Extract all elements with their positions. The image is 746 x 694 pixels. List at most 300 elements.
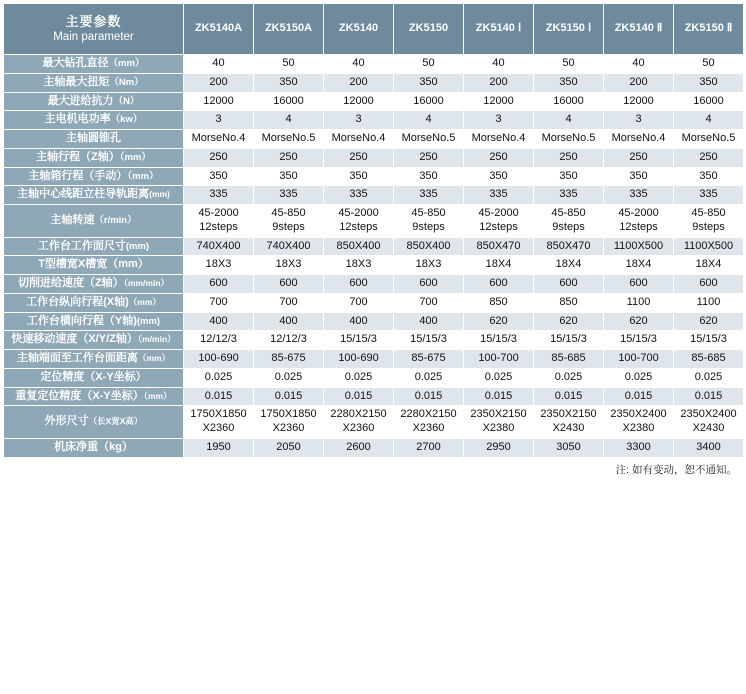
table-cell-line: X2430 [692, 422, 725, 434]
table-cell [394, 148, 464, 167]
row-label-unit: （N） [113, 95, 140, 107]
table-cell-value: 85-685 [551, 352, 586, 364]
table-cell-value: 250 [629, 150, 648, 163]
row-label-unit: （Nm） [109, 76, 144, 88]
table-cell-value: 16000 [553, 94, 584, 107]
table-cell [184, 331, 254, 350]
table-cell-value: 15/15/3 [480, 333, 517, 346]
table-cell-value: 335 [489, 188, 508, 201]
table-cell [604, 111, 674, 130]
table-cell-value: 3050 [556, 440, 581, 453]
table-cell-value: 2050 [276, 440, 301, 453]
table-cell-value: 1100X500 [683, 239, 734, 252]
table-cell [254, 167, 324, 186]
row-label-text: 工作台横向行程（Y轴) [26, 314, 137, 327]
table-cell [254, 73, 324, 92]
table-cell [394, 237, 464, 256]
table-cell-value: 740X400 [196, 239, 241, 252]
table-cell [324, 331, 394, 350]
table-cell [674, 275, 744, 294]
row-label-text: 最大进给抗力 [47, 94, 114, 107]
table-cell [254, 92, 324, 111]
model-header-6: ZK5150 Ⅰ [534, 4, 604, 55]
table-cell [534, 438, 604, 457]
table-cell [464, 237, 534, 256]
table-cell [184, 350, 254, 369]
table-cell [184, 275, 254, 294]
table-cell-value: 1950 [206, 440, 231, 453]
table-cell-value: 740X400 [266, 239, 311, 252]
table-cell-value: 700 [209, 295, 228, 308]
table-cell-value: 18X3 [345, 258, 372, 271]
row-label-unit: （mm） [137, 353, 171, 363]
row-label-text: T型槽宽X槽宽（mm） [38, 258, 149, 271]
row-label [4, 438, 184, 457]
row-label-unit: （mm/min） [123, 278, 170, 288]
table-cell [184, 438, 254, 457]
table-cell [464, 406, 534, 439]
table-cell-value: 400 [419, 314, 438, 327]
table-cell-value: MorseNo.5 [541, 132, 596, 144]
table-cell [674, 312, 744, 331]
table-cell-line: 12steps [479, 220, 518, 233]
table-cell-line: 2350X2150 [540, 408, 597, 421]
table-cell [254, 130, 324, 149]
table-cell [254, 293, 324, 312]
table-cell-line: 9steps [692, 220, 725, 233]
table-cell-value: 18X4 [485, 258, 512, 271]
model-header-2: ZK5150A [254, 4, 324, 55]
table-cell [324, 312, 394, 331]
table-cell-value: 3400 [696, 440, 721, 453]
table-cell [464, 205, 534, 238]
table-cell [184, 73, 254, 92]
table-cell [324, 368, 394, 387]
row-label [4, 387, 184, 406]
table-cell-value: 350 [419, 169, 438, 182]
table-cell [534, 368, 604, 387]
table-cell [464, 275, 534, 294]
row-label-text: 工作台工作面尺寸 [37, 239, 126, 252]
table-cell [464, 55, 534, 74]
table-cell-value: 16000 [413, 94, 444, 107]
table-cell-value: 16000 [273, 94, 304, 107]
table-cell [184, 256, 254, 275]
table-cell-value: 3 [355, 113, 362, 126]
table-cell-line: 45-2000 [478, 207, 519, 219]
table-cell [604, 387, 674, 406]
table-cell [464, 130, 534, 149]
table-cell-value: 350 [699, 169, 718, 182]
row-label [4, 350, 184, 369]
table-cell-value: 620 [699, 314, 718, 327]
row-label-text: 快速移动速度（X/Y/Z轴） [11, 333, 138, 346]
table-cell-value: 0.015 [694, 389, 723, 402]
table-cell-value: 12000 [623, 94, 654, 107]
table-cell [254, 256, 324, 275]
table-cell-value: 2950 [486, 440, 511, 453]
table-cell [604, 331, 674, 350]
table-cell [674, 111, 744, 130]
table-cell-value: 0.025 [344, 370, 373, 383]
table-cell [464, 167, 534, 186]
table-cell-value: 600 [279, 277, 298, 289]
table-cell [674, 331, 744, 350]
table-row [4, 148, 744, 167]
table-cell-value: 4 [565, 113, 572, 126]
table-cell-value: 350 [279, 169, 298, 182]
table-cell-value: 15/15/3 [620, 333, 657, 346]
table-cell [534, 312, 604, 331]
table-cell [394, 55, 464, 74]
table-cell-line: 2280X2150 [330, 408, 387, 421]
table-cell-value: MorseNo.4 [191, 132, 246, 144]
row-label-unit: （mm） [128, 296, 161, 307]
table-cell-value: 250 [489, 150, 508, 163]
table-cell [674, 256, 744, 275]
table-cell-value: MorseNo.5 [681, 132, 736, 144]
table-row [4, 186, 744, 205]
table-cell-line: 45-850 [691, 207, 726, 219]
table-cell [534, 237, 604, 256]
table-cell-value: 600 [209, 277, 228, 289]
row-label [4, 92, 184, 111]
table-cell [604, 406, 674, 439]
table-cell-value: 3 [495, 113, 502, 126]
table-cell [184, 130, 254, 149]
table-cell-value: 335 [419, 188, 438, 201]
table-cell [604, 256, 674, 275]
table-cell-value: 250 [349, 150, 368, 163]
table-cell [604, 92, 674, 111]
table-cell-value: 350 [489, 169, 508, 182]
table-cell [254, 111, 324, 130]
table-cell-value: 350 [559, 169, 578, 182]
table-cell-value: 100-700 [478, 352, 519, 364]
table-cell-value: 18X3 [415, 258, 442, 271]
table-cell-value: 12/12/3 [200, 333, 237, 346]
table-cell [254, 275, 324, 294]
table-cell [324, 92, 394, 111]
table-cell [184, 293, 254, 312]
table-cell-value: 50 [562, 57, 575, 69]
table-cell-value: 50 [422, 57, 435, 69]
table-cell [394, 438, 464, 457]
table-cell-value: 200 [489, 75, 508, 88]
table-cell-line: X2380 [622, 422, 655, 434]
row-label-unit: (mm) [136, 315, 161, 327]
table-row [4, 293, 744, 312]
table-cell [324, 350, 394, 369]
table-cell-value: 400 [279, 314, 298, 327]
table-cell-value: 15/15/3 [550, 333, 587, 346]
row-label-text: 主轴行程（Z轴） [36, 150, 120, 163]
table-cell [674, 237, 744, 256]
table-cell-value: 350 [209, 169, 228, 182]
table-cell [184, 111, 254, 130]
table-cell-line: 9steps [412, 220, 445, 233]
model-header-1: ZK5140A [184, 4, 254, 55]
row-label-text: 定位精度（X-Y坐标） [40, 370, 147, 383]
row-label-unit: （mm） [143, 390, 172, 401]
table-cell-value: 1100 [626, 295, 651, 308]
table-cell-value: 3 [635, 113, 642, 126]
table-cell-value: 850X470 [546, 239, 591, 252]
table-cell-value: 85-675 [271, 352, 306, 364]
table-cell-value: 850 [489, 295, 508, 308]
table-cell-value: 400 [349, 314, 368, 327]
table-cell-value: 0.025 [484, 370, 513, 383]
table-cell [394, 368, 464, 387]
table-cell-value: 1100X500 [613, 239, 664, 252]
row-label-unit: （长X宽X高） [88, 416, 143, 427]
table-cell-value: 400 [209, 314, 228, 327]
row-label-unit: (mm) [125, 240, 150, 252]
table-row [4, 331, 744, 350]
table-cell [184, 368, 254, 387]
table-cell-value: 0.015 [274, 389, 303, 402]
row-label-text: 主轴圆锥孔 [66, 132, 121, 144]
table-cell-line: X2430 [552, 422, 585, 434]
table-cell-line: 1750X1850 [260, 408, 317, 421]
table-cell-value: 0.015 [484, 389, 513, 402]
table-cell [464, 148, 534, 167]
table-cell-value: 250 [279, 150, 298, 163]
row-label [4, 130, 184, 149]
table-cell [534, 331, 604, 350]
table-cell [604, 148, 674, 167]
table-row [4, 350, 744, 369]
table-cell [674, 130, 744, 149]
table-cell [184, 237, 254, 256]
table-row [4, 205, 744, 238]
table-cell-value: 350 [559, 75, 578, 88]
table-cell-value: 600 [349, 277, 368, 289]
main-parameter-header-en: Main parameter [53, 30, 134, 43]
table-cell [674, 55, 744, 74]
row-label [4, 312, 184, 331]
table-cell-value: 40 [212, 57, 225, 69]
row-label [4, 293, 184, 312]
table-cell-value: 50 [702, 57, 715, 69]
table-cell-value: 12000 [343, 94, 374, 107]
row-label-unit: (mm) [149, 189, 170, 200]
row-label [4, 256, 184, 275]
table-cell [464, 92, 534, 111]
table-cell [324, 111, 394, 130]
table-cell-value: 700 [349, 295, 368, 308]
table-cell-line: X2360 [412, 422, 445, 434]
table-cell-value: 620 [489, 314, 508, 327]
table-cell [324, 130, 394, 149]
table-row [4, 167, 744, 186]
table-cell-line: X2360 [202, 422, 235, 434]
table-cell-value: 200 [209, 75, 228, 88]
table-row [4, 237, 744, 256]
table-cell-value: 200 [629, 75, 648, 88]
table-cell-value: 0.015 [344, 389, 373, 402]
table-cell-value: 16000 [693, 94, 724, 107]
table-cell [324, 167, 394, 186]
row-label-text: 主轴端面至工作台面距离 [16, 352, 138, 364]
table-cell-line: 45-850 [551, 207, 586, 219]
table-cell [254, 186, 324, 205]
table-cell-line: 12steps [199, 220, 238, 233]
table-row [4, 438, 744, 457]
table-cell [604, 293, 674, 312]
table-cell-value: 0.025 [204, 370, 233, 383]
table-cell-value: 600 [489, 277, 508, 289]
table-cell [184, 312, 254, 331]
table-cell-value: 0.015 [554, 389, 583, 402]
table-cell-line: X2360 [272, 422, 305, 434]
table-cell-value: 0.015 [624, 389, 653, 402]
table-cell [394, 111, 464, 130]
table-cell-value: 4 [705, 113, 712, 126]
table-cell [604, 130, 674, 149]
table-cell [254, 331, 324, 350]
table-cell-value: 250 [419, 150, 438, 163]
table-cell [254, 237, 324, 256]
table-cell [534, 148, 604, 167]
row-label [4, 275, 184, 294]
table-cell-value: 2700 [416, 440, 441, 453]
table-cell [604, 438, 674, 457]
table-cell [324, 237, 394, 256]
table-cell [534, 92, 604, 111]
table-cell [674, 186, 744, 205]
table-cell [464, 312, 534, 331]
row-label [4, 73, 184, 92]
row-label [4, 331, 184, 350]
table-cell-value: 12000 [203, 94, 234, 107]
table-row [4, 55, 744, 74]
row-label-unit: （mm） [108, 58, 145, 69]
row-label-unit: （m/min） [137, 334, 176, 345]
table-cell [674, 73, 744, 92]
row-label [4, 368, 184, 387]
table-cell-value: 12000 [483, 94, 514, 107]
specification-table [3, 3, 744, 458]
table-cell [324, 73, 394, 92]
table-cell [674, 368, 744, 387]
table-cell-value: 250 [699, 150, 718, 163]
row-label-unit: （kw） [110, 114, 143, 126]
table-cell [394, 186, 464, 205]
table-cell [254, 387, 324, 406]
table-cell [254, 350, 324, 369]
table-cell-value: 335 [559, 188, 578, 201]
table-cell [464, 331, 534, 350]
table-cell [394, 406, 464, 439]
main-parameter-header-cn: 主要参数 [65, 13, 122, 29]
table-cell-value: 1100 [696, 295, 721, 308]
table-cell-line: 9steps [552, 220, 585, 233]
table-cell-value: 2600 [346, 440, 371, 453]
table-cell-value: 40 [352, 57, 365, 69]
table-cell [534, 55, 604, 74]
table-cell [394, 167, 464, 186]
table-cell [604, 205, 674, 238]
table-cell [534, 111, 604, 130]
table-cell [184, 205, 254, 238]
table-row [4, 275, 744, 294]
table-cell [394, 387, 464, 406]
table-cell-value: 600 [699, 277, 718, 289]
row-label-text: 最大钻孔直径 [42, 57, 109, 69]
table-row [4, 73, 744, 92]
row-label [4, 237, 184, 256]
table-cell-line: 45-850 [411, 207, 446, 219]
table-cell-line: 2350X2150 [470, 408, 527, 421]
table-cell-value: 250 [209, 150, 228, 163]
table-cell [674, 205, 744, 238]
table-cell [254, 148, 324, 167]
table-cell [534, 256, 604, 275]
row-label-text: 重复定位精度（X-Y坐标） [15, 389, 144, 402]
table-cell [464, 73, 534, 92]
table-cell-value: 15/15/3 [690, 333, 727, 346]
table-cell-value: MorseNo.4 [331, 132, 386, 144]
row-label-text: 切削进给速度（Z轴） [17, 277, 124, 289]
table-cell-line: 9steps [272, 220, 305, 233]
table-cell-value: 620 [559, 314, 578, 327]
table-cell-value: 18X3 [275, 258, 302, 271]
model-header-4: ZK5150 [394, 4, 464, 55]
table-cell [674, 92, 744, 111]
row-label [4, 167, 184, 186]
table-cell [674, 387, 744, 406]
table-cell-value: 40 [632, 57, 645, 69]
model-header-8: ZK5150 Ⅱ [674, 4, 744, 55]
row-label-text: 主轴箱行程（手动） [28, 169, 128, 182]
table-cell [464, 293, 534, 312]
table-cell [254, 368, 324, 387]
table-cell-value: 100-690 [198, 352, 239, 364]
footer-note: 注: 如有变动，恕不通知。 [615, 463, 737, 476]
table-cell [324, 275, 394, 294]
table-cell-value: 335 [699, 188, 718, 201]
table-cell [534, 186, 604, 205]
table-cell [464, 350, 534, 369]
table-cell-value: 85-685 [691, 352, 726, 364]
table-cell [254, 312, 324, 331]
table-cell [394, 275, 464, 294]
model-header-5: ZK5140 Ⅰ [464, 4, 534, 55]
table-cell [324, 205, 394, 238]
table-cell-line: 45-2000 [618, 207, 659, 219]
table-cell-value: 850X470 [476, 239, 521, 252]
row-label-text: 主轴中心线距立柱导轨距离 [17, 188, 150, 201]
row-label-text: 主轴最大扭矩 [43, 75, 110, 88]
table-cell-value: 600 [419, 277, 438, 289]
model-header-3: ZK5140 [324, 4, 394, 55]
table-cell [534, 387, 604, 406]
table-cell-value: 335 [349, 188, 368, 201]
table-cell [394, 293, 464, 312]
table-cell [394, 92, 464, 111]
table-cell-value: 18X3 [205, 258, 232, 271]
table-row [4, 111, 744, 130]
table-cell-value: 4 [425, 113, 432, 126]
row-label-text: 主电机电功率 [44, 113, 111, 126]
table-cell [534, 406, 604, 439]
table-cell [254, 438, 324, 457]
table-cell-value: MorseNo.4 [471, 132, 526, 144]
header-row [4, 4, 744, 55]
table-cell-value: 18X4 [555, 258, 582, 271]
table-cell [604, 73, 674, 92]
